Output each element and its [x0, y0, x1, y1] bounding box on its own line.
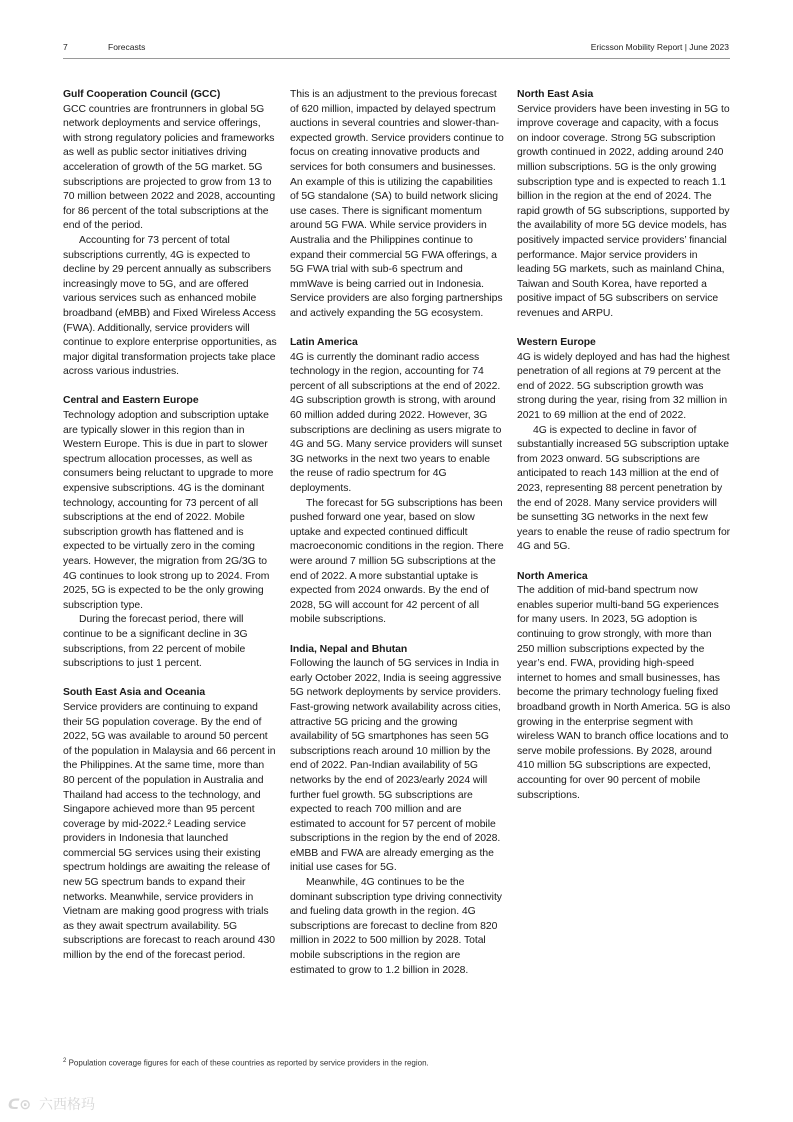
- section-north-america: [517, 570, 731, 804]
- paragraph: Service providers have been investing in 5G to improve coverage and capacity, with a focus on indoor coverage. Strong 5G subscription growth continued in 2022, adding around 240 million subscriptions. 5G is the only growing subscription type and is expected to reach 1.1 billion in the region at the end of 2024. The rapid growth of 5G subscriptions, supported by the availability of more 5G device models, has positively impacted service providers’ financial performance. Major service providers in leading 5G markets, such as mainland China, Taiwan and South Korea, have reported a positive impact of 5G subscribers on service revenues and ARPU.: [517, 103, 730, 319]
- paragraph: Technology adoption and subscription uptake are typically slower in this region than in Western Europe. This is due in part to slower spectrum allocation processes, as well as consumers being reluctant to upgrade to more expensive subscriptions. 4G is the dominant technology, accounting for 73 percent of all subscriptions at the end of 2022. Mobile subscription growth has flattened and is expected to be virtually zero in the coming years. However, the migration from 2G/3G to 4G continues to look strong up to 2024. From 2025, 5G is expected to be the only growing subscription type.: [63, 410, 274, 611]
- paragraph: Accounting for 73 percent of total subscriptions currently, 4G is expected to decline by 29 percent annually as subscribers increasingly move to 5G, and are offered various services such as enhanced mobile broadband (eMBB) and Fixed Wireless Access (FWA). Additionally, service providers will continue to explore enterprise opportunities, as major digital transformation projects take place across various industries.: [63, 234, 277, 378]
- section-gulf-cooperation-council-gcc: [63, 88, 277, 380]
- footnote: [63, 1058, 429, 1068]
- paragraph: Meanwhile, 4G continues to be the dominant subscription type driving connectivity and fueling data growth in the region. 4G subscriptions are forecast to decline from 820 million in 2022 to 500 million by 2028. Total mobile subscriptions in the region are estimated to grow to 1.2 billion in 2028.: [290, 877, 502, 976]
- paragraph: Service providers are continuing to expand their 5G population coverage. By the end of 2022, 5G was available to around 50 percent of the population in Malaysia and 66 percent in the Philippines. At the same time, more than 80 percent of the population in Australia and Thailand had access to the technology, and Singapore achieved more than 95 percent coverage by mid-2022.² Leading service providers in Indonesia that launched commercial 5G services using their existing spectrum holdings are awaiting the release of new 5G spectrum bands to expand their networks. Meanwhile, service providers in Vietnam are making good progress with trials as they await spectrum availability. 5G subscriptions are forecast to reach around 430 million by the end of the forecast period.: [63, 701, 276, 962]
- section-heading: North America: [517, 570, 588, 582]
- paragraph: The addition of mid-band spectrum now enables superior multi-band 5G experiences for many users. In 2023, 5G adoption is continuing to grow strongly, with more than 250 million subscriptions expected by the year’s end. FWA, providing high-speed internet to homes and small businesses, has become the primary technology fueling fixed broadband growth in North America. 5G is also growing in the enterprise segment with wireless WAN to branch office locations and to serve mobile professions. By 2028, around 410 million 5G subscriptions are expected, accounting for over 90 percent of mobile subscriptions.: [517, 585, 731, 801]
- section-heading: Latin America: [290, 337, 358, 349]
- section-india-nepal-and-bhutan: [290, 643, 504, 979]
- footnote-marker: 2: [63, 1058, 67, 1064]
- section-heading: North East Asia: [517, 89, 594, 100]
- section-south-east-asia-and-oceania: [63, 686, 277, 963]
- column-3: [517, 88, 731, 818]
- column-2: [290, 88, 504, 993]
- column-1: [63, 88, 277, 978]
- section-continuation: [290, 88, 504, 322]
- paragraph: Following the launch of 5G services in India in early October 2022, India is seeing aggressive 5G network deployments by service providers. Fast-growing network availability across cities, attractive 5G pricing and the growing availability of 5G smartphones has seen 5G subscriptions reach around 10 million by the end of 2022. Pan-Indian availability of 5G networks by the end of 2023/early 2024 will further fuel growth. 5G subscriptions are expected to reach 700 million and are estimated to account for 57 percent of mobile subscriptions in the region by the end of 2028. eMBB and FWA are already emerging as the initial use cases for 5G.: [290, 658, 502, 874]
- section-title: Forecasts: [108, 42, 146, 52]
- paragraph: 4G is widely deployed and has had the highest penetration of all regions at 79 percent at the end of 2022. 5G subscription growth was strong during the year, rising from 32 million in 2021 to 69 million at the end of 2022.: [517, 351, 730, 422]
- paragraph: 4G is currently the dominant radio access technology in the region, accounting for 74 percent of all subscriptions at the end of 2022. 4G subscription growth is strong, with around 60 million added during 2022. However, 3G subscriptions are declining as users migrate to 4G and 5G. Many service providers will sunset 3G networks in the next two years to enable the reuse of radio spectrum for 4G deployments.: [290, 351, 503, 495]
- page-number: 7: [63, 42, 68, 52]
- section-heading: South East Asia and Oceania: [63, 687, 206, 699]
- watermark-text: 六西格玛: [39, 1096, 96, 1112]
- section-heading: Gulf Cooperation Council (GCC): [63, 89, 221, 100]
- watermark: [8, 1094, 95, 1114]
- paragraph: This is an adjustment to the previous forecast of 620 million, impacted by delayed spectrum auctions in several countries and slower-than-expected growth. Service providers continue to focus on creating innovative products and services for both consumers and businesses. An example of this is utilizing the capabilities of 5G standalone (SA) to build network slicing use cases. There is significant momentum around 5G FWA. While service providers in Australia and the Philippines continue to expand their commercial 5G FWA offerings, a 5G FWA trial with sub-6 spectrum and mmWave is being carried out in Indonesia. Service providers are also forging partnerships and actively expanding the 5G ecosystem.: [290, 89, 504, 319]
- paragraph: The forecast for 5G subscriptions has been pushed forward one year, based on slow uptake and expected continued difficult macroeconomic conditions in the region. There were around 7 million 5G subscriptions at the end of 2022. A more substantial uptake is expected from 2024 onwards. By the end of 2028, 5G will account for 42 percent of all mobile subscriptions.: [290, 497, 504, 626]
- paragraph: 4G is expected to decline in favor of substantially increased 5G subscription uptake from 2023 onward. 5G subscriptions are anticipated to reach 143 million at the end of 2023, representing 88 percent penetration by the end of 2028. Many service providers will be sunsetting 3G networks in the next few years to enable the reuse of radio spectrum for 4G and 5G.: [517, 424, 731, 553]
- section-heading: Central and Eastern Europe: [63, 395, 199, 407]
- paragraph: GCC countries are frontrunners in global 5G network deployments and service offerings, with strong regulatory policies and frameworks as well as public sector initiatives driving acceleration of growth of the 5G market. 5G subscriptions are projected to grow from 13 to 70 million between 2022 and 2028, accounting for 86 percent of the total subscriptions at the end of the period.: [63, 103, 276, 232]
- report-title: Ericsson Mobility Report | June 2023: [590, 42, 729, 52]
- section-latin-america: [290, 336, 504, 628]
- section-north-east-asia: [517, 88, 731, 322]
- footnote-text: Population coverage figures for each of these countries as reported by service providers in the region.: [68, 1058, 429, 1068]
- section-heading: India, Nepal and Bhutan: [290, 643, 408, 655]
- page-header: [63, 42, 729, 58]
- section-central-and-eastern-europe: [63, 394, 277, 671]
- section-heading: Western Europe: [517, 337, 596, 349]
- header-divider: [63, 58, 730, 59]
- paragraph: During the forecast period, there will continue to be a significant decline in 3G subscriptions, from 22 percent of mobile subscriptions to just 1 percent.: [63, 614, 248, 670]
- section-western-europe: [517, 336, 731, 555]
- watermark-logo-icon: ᑕ⊙: [8, 1096, 32, 1112]
